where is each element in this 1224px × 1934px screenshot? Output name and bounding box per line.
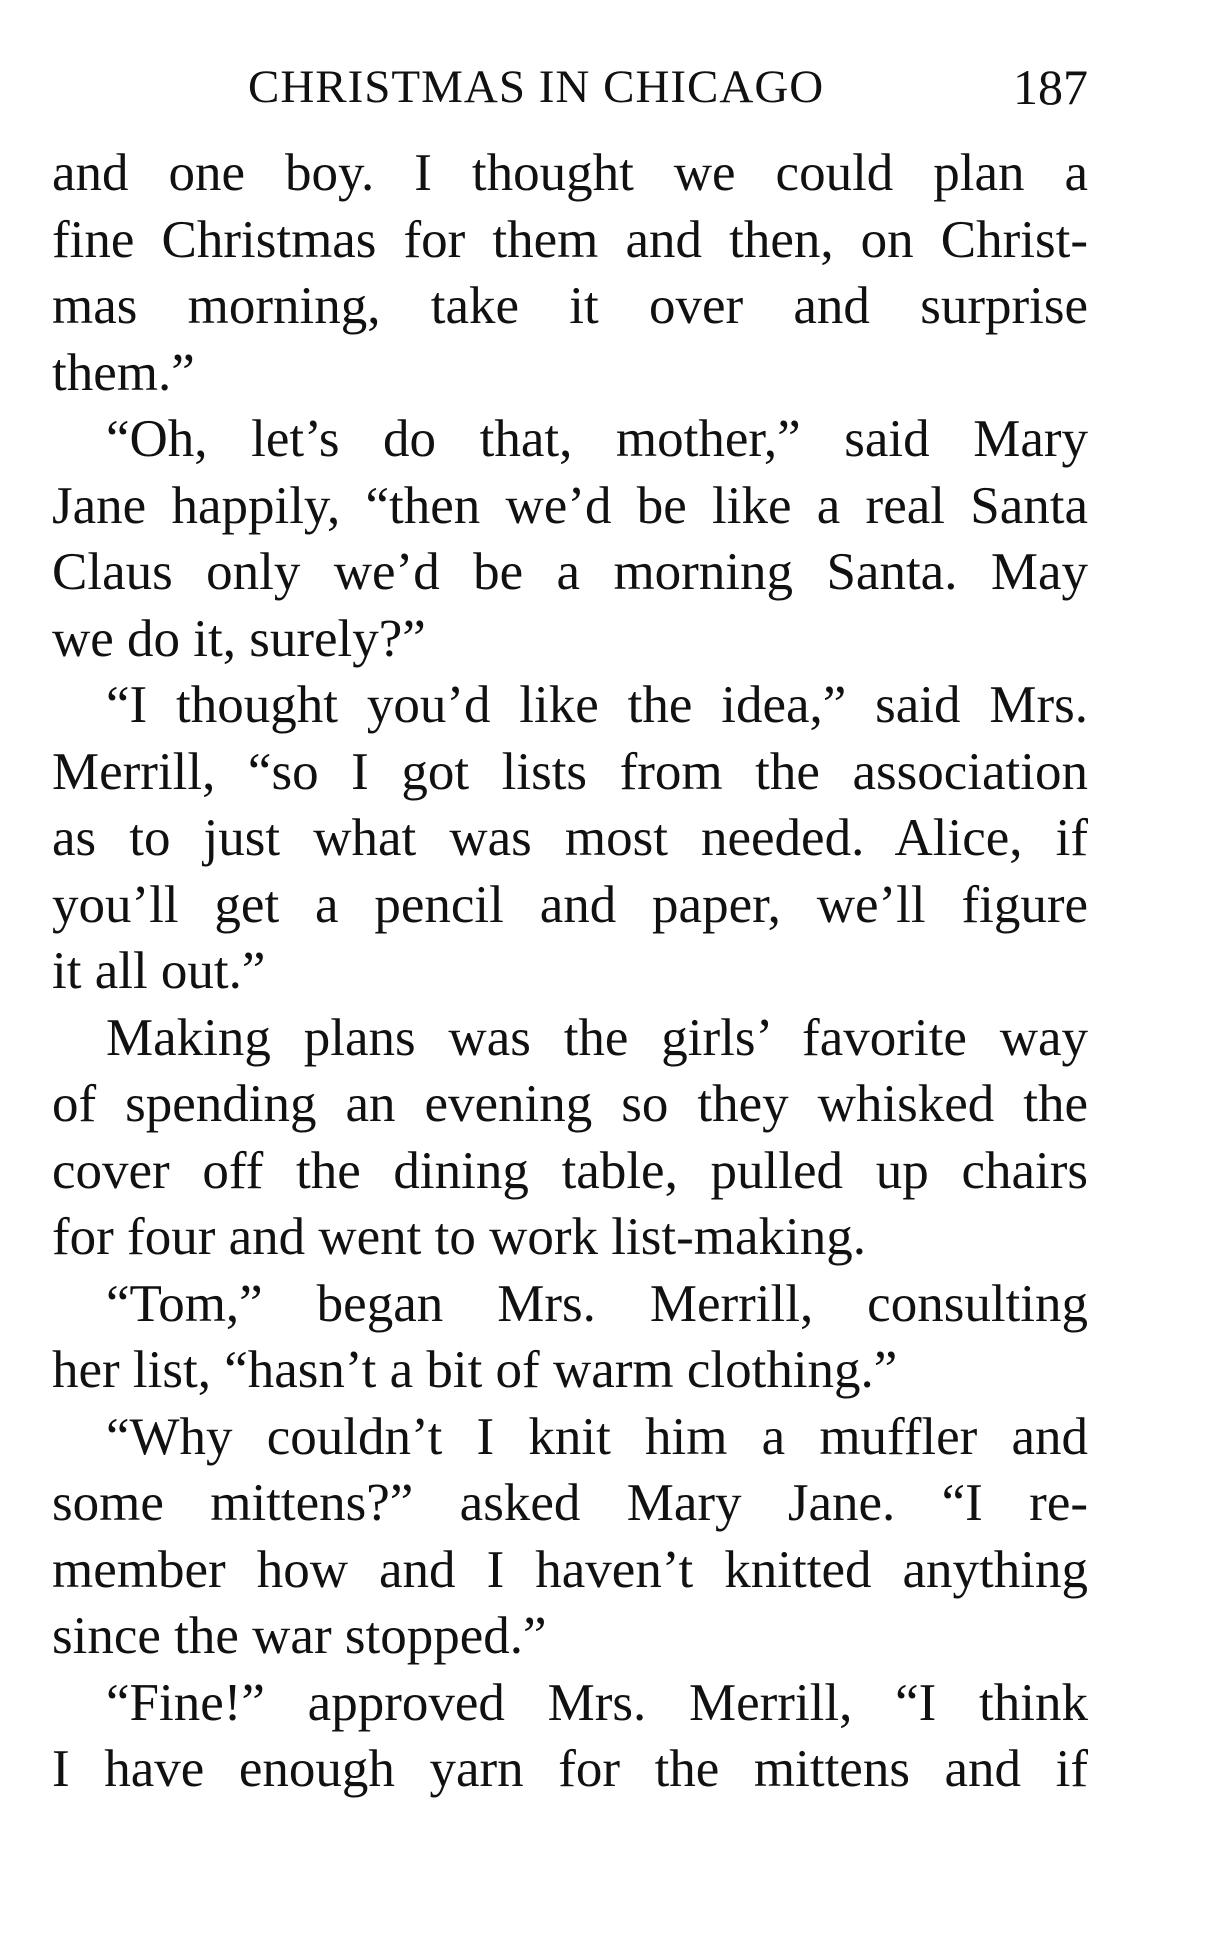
text-line: as to just what was most needed. Alice, if	[52, 809, 1088, 867]
text-line: since the war stopped.”	[52, 1607, 547, 1665]
text-line: Claus only we’d be a morning Santa. May	[52, 543, 1088, 601]
text-line: it all out.”	[52, 942, 266, 1000]
text-line: “Fine!” approved Mrs. Merrill, “I think	[106, 1673, 1088, 1732]
page-number: 187	[1013, 59, 1088, 115]
text-line: her list, “hasn’t a bit of warm clothing.”	[52, 1341, 898, 1399]
text-line: “I thought you’d like the idea,” said Mrs.	[106, 676, 1088, 734]
text-line: of spending an evening so they whisked the	[52, 1075, 1088, 1133]
text-line: “Tom,” began Mrs. Merrill, consulting	[106, 1274, 1088, 1333]
text-line: and one boy. I thought we could plan a	[52, 144, 1088, 202]
text-line: for four and went to work list-making.	[52, 1208, 866, 1266]
text-line: fine Christmas for them and then, on Christ-	[52, 210, 1088, 269]
running-head-title: CHRISTMAS IN CHICAGO	[248, 61, 825, 113]
text-line: I have enough yarn for the mittens and if	[52, 1740, 1088, 1798]
text-line: some mittens?” asked Mary Jane. “I re-	[52, 1474, 1088, 1532]
text-line: them.”	[52, 343, 195, 402]
text-line: Jane happily, “then we’d be like a real Santa	[52, 476, 1088, 535]
text-line: Making plans was the girls’ favorite way	[106, 1008, 1088, 1067]
text-line: cover off the dining table, pulled up chairs	[52, 1141, 1088, 1200]
text-line: you’ll get a pencil and paper, we’ll figure	[52, 875, 1088, 934]
text-line: we do it, surely?”	[52, 609, 426, 668]
running-head	[52, 52, 1088, 122]
text-line: member how and I haven’t knitted anything	[52, 1540, 1088, 1599]
body-text	[52, 140, 1088, 1803]
text-line: mas morning, take it over and surprise	[52, 277, 1088, 335]
text-line: “Oh, let’s do that, mother,” said Mary	[106, 410, 1088, 468]
text-line: “Why couldn’t I knit him a muffler and	[106, 1407, 1088, 1466]
text-line: Merrill, “so I got lists from the association	[52, 742, 1088, 801]
